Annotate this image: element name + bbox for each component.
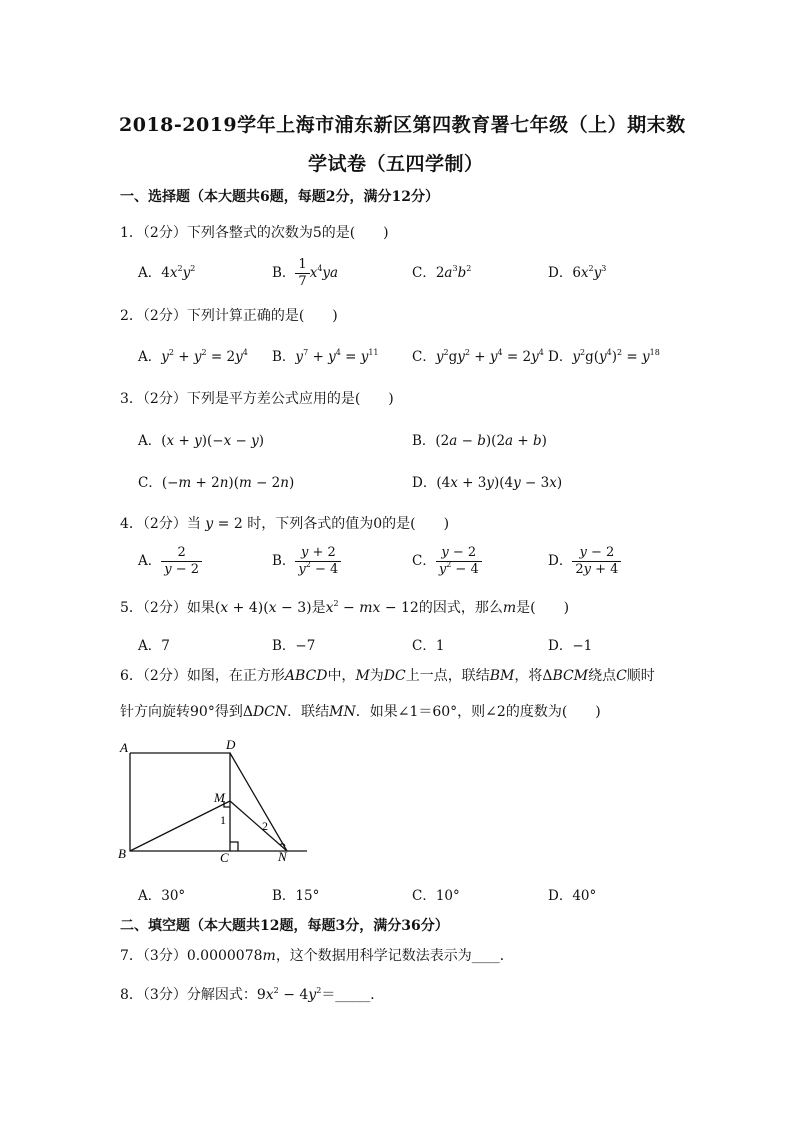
q3-option-a: A．(x + y)(−x − y) bbox=[138, 433, 265, 449]
q5-option-d: D．−1 bbox=[548, 638, 593, 654]
q6-option-b: B．15° bbox=[272, 888, 320, 904]
q5-option-b: B．−7 bbox=[272, 638, 316, 654]
question-2: 2．（2分）下列计算正确的是( ) bbox=[120, 308, 338, 324]
question-7: 7．（3分）0.0000078m，这个数据用科学记数法表示为____． bbox=[120, 948, 514, 964]
question-8: 8．（3分）分解因式：$9x^2$ − $4y^2=\_\_\_\_\_$． bbox=[120, 986, 385, 1003]
q5-option-c: C．1 bbox=[412, 638, 445, 654]
q2-option-a: A．$y^2 + y^2 = 2y^4$ bbox=[138, 348, 248, 365]
q6-option-d: D．40° bbox=[548, 888, 597, 904]
q4-option-c: C． $\frac{y - 2}{y^2 - 4}$ bbox=[412, 545, 482, 578]
label-c: C bbox=[220, 850, 229, 865]
q1-option-c: C．$2a^3b^2$ bbox=[412, 264, 472, 281]
q6-option-a: A．30° bbox=[138, 888, 186, 904]
segment-bm bbox=[130, 801, 230, 851]
q2-option-c: C．$y^2gy^2 + y^4 = 2y^4$ bbox=[412, 348, 544, 365]
q1-option-a: A．$4x^2y^2$ bbox=[138, 264, 196, 281]
label-angle-1: 1 bbox=[220, 813, 226, 827]
section-heading-choice: 一、选择题（本大题共6题，每题2分，满分12分） bbox=[120, 189, 439, 205]
q6-figure bbox=[112, 734, 322, 868]
question-3: 3．（2分）下列是平方差公式应用的是( ) bbox=[120, 391, 394, 407]
segment-dn bbox=[230, 753, 287, 851]
label-b: B bbox=[118, 846, 126, 861]
label-angle-2: 2 bbox=[262, 819, 268, 833]
right-angle-mark-c bbox=[230, 842, 238, 851]
q4-option-b: B． $\frac{y + 2}{y^2 - 4}$ bbox=[272, 545, 341, 578]
title-line-1: 2018-2019学年上海市浦东新区第四教育署七年级（上）期末数 bbox=[119, 114, 686, 136]
question-5: 5．（2分）如果(x + 4)(x − 3)是$x^2$ − mx − 12的因式，那么m是( ) bbox=[120, 599, 570, 616]
label-d: D bbox=[226, 737, 236, 752]
q1-option-b: B． $\frac{1}{7}$ $x^4ya$ bbox=[272, 257, 339, 289]
title-line-2: 学试卷（五四学制） bbox=[308, 153, 484, 175]
q3-option-b: B．(2a − b)(2a + b) bbox=[412, 433, 547, 449]
q5-option-a: A．7 bbox=[138, 638, 170, 654]
section-heading-fill: 二、填空题（本大题共12题，每题3分，满分36分） bbox=[120, 918, 449, 934]
label-a: A bbox=[120, 740, 128, 755]
q6-option-c: C．10° bbox=[412, 888, 460, 904]
label-n: N bbox=[278, 849, 287, 864]
q4-option-d: D． $\frac{y - 2}{2y + 4}$ bbox=[548, 545, 621, 578]
q3-option-d: D．(4x + 3y)(4y − 3x) bbox=[412, 475, 563, 491]
question-4: 4．（2分）当 y = 2 时，下列各式的值为0的是( ) bbox=[120, 516, 450, 532]
q2-option-d: D．$y^2g(y^4)^2 = y^{18}$ bbox=[548, 348, 660, 365]
q4-option-a: A． $\frac{2}{y - 2}$ bbox=[138, 545, 202, 578]
question-6-line-1: 6．（2分）如图，在正方形ABCD中，M为DC上一点，联结BM，将ΔBCM绕点C顺时 bbox=[120, 668, 655, 684]
q1-option-d: D．$6x^2y^3$ bbox=[548, 264, 607, 281]
q3-option-c: C．(−m + 2n)(m − 2n) bbox=[138, 475, 295, 491]
question-6-line-2: 针方向旋转90°得到ΔDCN．联结MN．如果∠1＝60°，则∠2的度数为( ) bbox=[120, 704, 601, 720]
question-1: 1．（2分）下列各整式的次数为5的是( ) bbox=[120, 225, 389, 241]
q2-option-b: B．$y^7 + y^4 = y^{11}$ bbox=[272, 348, 379, 365]
label-m: M bbox=[214, 790, 225, 805]
